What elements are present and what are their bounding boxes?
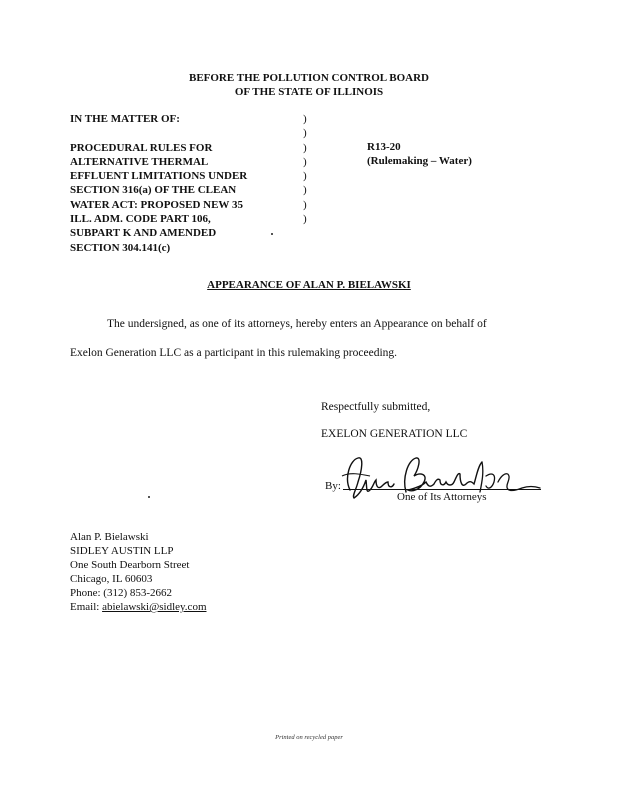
paren: ) <box>303 184 307 197</box>
scan-speck <box>148 496 150 498</box>
caption-line: SUBPART K AND AMENDED <box>70 227 217 240</box>
closing: Respectfully submitted, <box>321 401 431 413</box>
paren: ) <box>303 213 307 226</box>
document-title <box>0 279 618 291</box>
body-line-2: Exelon Generation LLC as a participant in this rulemaking proceeding. <box>70 347 398 359</box>
caption-line: PROCEDURAL RULES FOR <box>70 141 213 154</box>
paren: ) <box>303 141 307 154</box>
city-address: Chicago, IL 60603 <box>70 573 153 585</box>
paren: ) <box>303 155 307 168</box>
attorney-contact <box>70 530 207 614</box>
paren: ) <box>303 127 307 140</box>
caption-line: ALTERNATIVE THERMAL <box>70 155 209 168</box>
caption-matter <box>70 112 247 255</box>
scan-speck <box>271 233 273 235</box>
board-heading-line2: OF THE STATE OF ILLINOIS <box>234 86 384 98</box>
caption-line: SECTION 316(a) OF THE CLEAN <box>70 184 237 197</box>
caption-parentheses <box>303 112 307 226</box>
attorney-name: Alan P. Bielawski <box>70 531 149 543</box>
street-address: One South Dearborn Street <box>70 559 190 571</box>
docket-number: R13-20 <box>367 141 401 153</box>
docket-info <box>367 140 472 169</box>
caption-line: ILL. ADM. CODE PART 106, <box>70 213 211 226</box>
paren: ) <box>303 170 307 183</box>
caption-line: WATER ACT: PROPOSED NEW 35 <box>70 198 243 211</box>
signature-line <box>343 489 541 490</box>
by-label: By: <box>325 480 341 492</box>
company-name: EXELON GENERATION LLC <box>321 428 468 440</box>
email-link[interactable]: abielawski@sidley.com <box>102 601 207 613</box>
caption-line: SECTION 304.141(c) <box>70 241 171 254</box>
signer-role: One of Its Attorneys <box>397 491 487 503</box>
document-title-text: APPEARANCE OF ALAN P. BIELAWSKI <box>207 279 411 291</box>
email-row <box>70 600 207 614</box>
recycled-paper-footer: Printed on recycled paper <box>275 734 343 741</box>
caption-line: IN THE MATTER OF: <box>70 113 180 125</box>
caption-line <box>70 126 247 140</box>
caption-line: EFFLUENT LIMITATIONS UNDER <box>70 170 248 183</box>
docket-type: (Rulemaking – Water) <box>367 155 472 168</box>
phone-number: Phone: (312) 853-2662 <box>70 587 173 599</box>
handwritten-signature <box>336 452 546 512</box>
body-line-1: The undersigned, as one of its attorneys, hereby enters an Appearance on behalf of <box>107 318 487 330</box>
law-firm: SIDLEY AUSTIN LLP <box>70 545 174 557</box>
board-heading-line1: BEFORE THE POLLUTION CONTROL BOARD <box>188 72 429 84</box>
paren: ) <box>303 198 307 211</box>
email-label: Email: <box>70 601 100 613</box>
paren: ) <box>303 113 307 125</box>
